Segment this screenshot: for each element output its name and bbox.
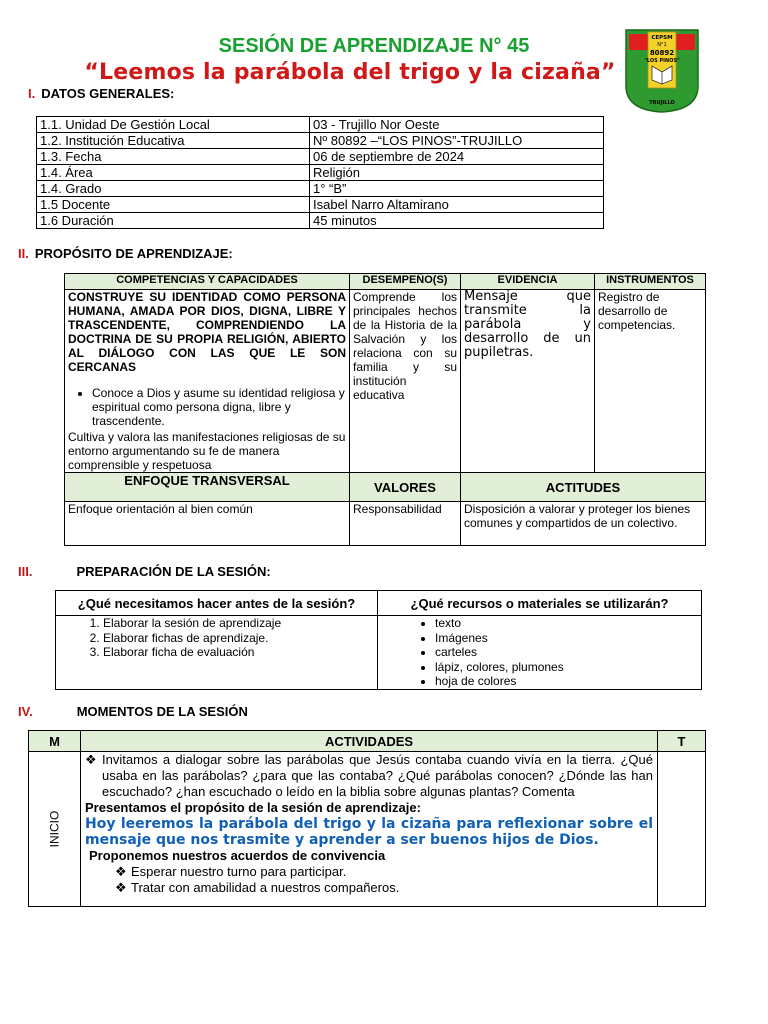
datos-label: 1.1. Unidad De Gestión Local xyxy=(37,117,310,133)
datos-label: 1.4. Grado xyxy=(37,181,310,197)
header-t: T xyxy=(658,731,706,752)
section-datos-generales xyxy=(28,86,174,101)
datos-row xyxy=(37,181,604,197)
section-number: IV. xyxy=(18,704,33,719)
competencia-text: CONSTRUYE SU IDENTIDAD COMO PERSONA HUMANA, AMADA POR DIOS, DIGNA, LIBRE Y TRASCENDENTE, COMPRENDIENDO LA DOCTRINA DE SU PROPIA RELIGIÓN, ABIERTO AL DIÁLOGO CON LAS QUE LE SON CERCANAS xyxy=(68,290,346,374)
header-actividades: ACTIVIDADES xyxy=(81,731,658,752)
datos-row xyxy=(37,213,604,229)
diamond-icon: ❖ xyxy=(85,752,97,767)
header-desempeno: DESEMPEÑO(S) xyxy=(350,274,461,290)
actitud-text: Disposición a valorar y proteger los bienes comunes y compartidos de un colectivo. xyxy=(461,502,706,546)
datos-row xyxy=(37,149,604,165)
header-antes: ¿Qué necesitamos hacer antes de la sesión? xyxy=(56,591,378,616)
section-title: PREPARACIÓN DE LA SESIÓN: xyxy=(76,564,271,579)
recurso-item: • lápiz, colores, plumones xyxy=(435,660,698,675)
section-momentos xyxy=(18,704,248,719)
datos-value: Isabel Narro Altamirano xyxy=(310,197,604,213)
section-proposito xyxy=(18,246,233,261)
evidencia-text: Mensaje que transmite la parábola y desarrollo de un pupiletras. xyxy=(461,290,595,473)
momentos-table xyxy=(28,730,706,907)
school-logo xyxy=(624,28,700,114)
valor-text: Responsabilidad xyxy=(350,502,461,546)
logo-top-text: CEPSM xyxy=(651,35,673,41)
datos-value: 03 - Trujillo Nor Oeste xyxy=(310,117,604,133)
header-actitudes: ACTITUDES xyxy=(461,473,706,502)
recursos-cell xyxy=(378,616,702,690)
antes-item: 2. Elaborar fichas de aprendizaje. xyxy=(103,631,374,646)
header-evidencia: EVIDENCIA xyxy=(461,274,595,290)
preparacion-table xyxy=(55,590,702,690)
actividades-cell xyxy=(81,752,658,907)
header-instrumentos: INSTRUMENTOS xyxy=(595,274,706,290)
datos-value: 45 minutos xyxy=(310,213,604,229)
datos-label: 1.3. Fecha xyxy=(37,149,310,165)
section-number: I. xyxy=(28,86,36,101)
datos-label: 1.2. Institución Educativa xyxy=(37,133,310,149)
proposito-table xyxy=(64,273,706,546)
datos-label: 1.6 Duración xyxy=(37,213,310,229)
section-number: II. xyxy=(18,246,29,261)
datos-value: Nº 80892 –“LOS PINOS”-TRUJILLO xyxy=(310,133,604,149)
antes-cell xyxy=(56,616,378,690)
capacidad2-text: Cultiva y valora las manifestaciones religiosas de su entorno argumentando su fe de manera comprensible y respetuosa xyxy=(68,430,346,472)
header-enfoque: ENFOQUE TRANSVERSAL xyxy=(65,473,350,502)
inicio-label: INICIO xyxy=(47,810,62,848)
datos-table xyxy=(36,116,604,229)
recurso-item: • hoja de colores xyxy=(435,674,698,689)
datos-row xyxy=(37,117,604,133)
section-title: DATOS GENERALES: xyxy=(41,86,175,101)
acuerdo-item: ❖ Tratar con amabilidad a nuestros compañeros. xyxy=(115,880,400,895)
header-recursos: ¿Qué recursos o materiales se utilizarán? xyxy=(378,591,702,616)
header-competencias: COMPETENCIAS Y CAPACIDADES xyxy=(65,274,350,290)
datos-value: 06 de septiembre de 2024 xyxy=(310,149,604,165)
datos-row xyxy=(37,165,604,181)
session-title: SESIÓN DE APRENDIZAJE N° 45 xyxy=(218,35,530,57)
datos-row xyxy=(37,133,604,149)
antes-item: 3. Elaborar ficha de evaluación xyxy=(103,645,374,660)
logo-name: "LOS PINOS" xyxy=(644,58,680,64)
acuerdos-label: Proponemos nuestros acuerdos de convivencia xyxy=(89,848,386,863)
section-preparacion xyxy=(18,564,271,579)
logo-code: 80892 xyxy=(649,49,675,57)
proposito-label: Presentamos el propósito de la sesión de aprendizaje: xyxy=(85,800,421,815)
diamond-icon: ❖ xyxy=(115,864,127,879)
logo-city: TRUJILLO xyxy=(649,100,675,106)
diamond-icon: ❖ xyxy=(115,880,127,895)
logo-num-text: N°1 xyxy=(657,42,667,48)
capacidad-item: • Conoce a Dios y asume su identidad religiosa y espiritual como persona digna, libre y trascendente. xyxy=(92,386,346,428)
recurso-item: • Imágenes xyxy=(435,631,698,646)
inicio-cell xyxy=(29,752,81,907)
tiempo-cell xyxy=(658,752,706,907)
recurso-item: • texto xyxy=(435,616,698,631)
datos-value: 1° “B” xyxy=(310,181,604,197)
datos-value: Religión xyxy=(310,165,604,181)
datos-label: 1.4. Área xyxy=(37,165,310,181)
section-title: MOMENTOS DE LA SESIÓN xyxy=(76,704,248,719)
desempeno-text: Comprende los principales hechos de la Historia de la Salvación y los relaciona con su familia y su institución educativa xyxy=(350,290,461,473)
proposito-text: Hoy leeremos la parábola del trigo y la cizaña para reflexionar sobre el mensaje que nos trasmite y aprender a ser buenos hijos de Dios. xyxy=(85,816,653,848)
recurso-item: • carteles xyxy=(435,645,698,660)
header-m: M xyxy=(29,731,81,752)
session-subtitle: “Leemos la parábola del trigo y la cizaña” xyxy=(84,60,616,85)
acuerdo-item: ❖ Esperar nuestro turno para participar. xyxy=(115,864,347,879)
dialogo-text: ❖ Invitamos a dialogar sobre las parábolas que Jesús contaba cuando vivía en la tierra. ¿Qué usaba en las parábolas? ¿para que las contaba? ¿Qué parábolas conocen? ¿Dónde las han escuchado? ¿han escuchado o leído en la biblia sobre algunas plantas? Comenta xyxy=(85,752,653,799)
instrumentos-text: Registro de desarrollo de competencias. xyxy=(595,290,706,473)
section-number: III. xyxy=(18,564,33,579)
header-valores: VALORES xyxy=(350,473,461,502)
antes-item: 1. Elaborar la sesión de aprendizaje xyxy=(103,616,374,631)
datos-label: 1.5 Docente xyxy=(37,197,310,213)
competencia-cell xyxy=(65,290,350,473)
section-title: PROPÓSITO DE APRENDIZAJE: xyxy=(34,246,233,261)
datos-row xyxy=(37,197,604,213)
enfoque-text: Enfoque orientación al bien común xyxy=(65,502,350,546)
